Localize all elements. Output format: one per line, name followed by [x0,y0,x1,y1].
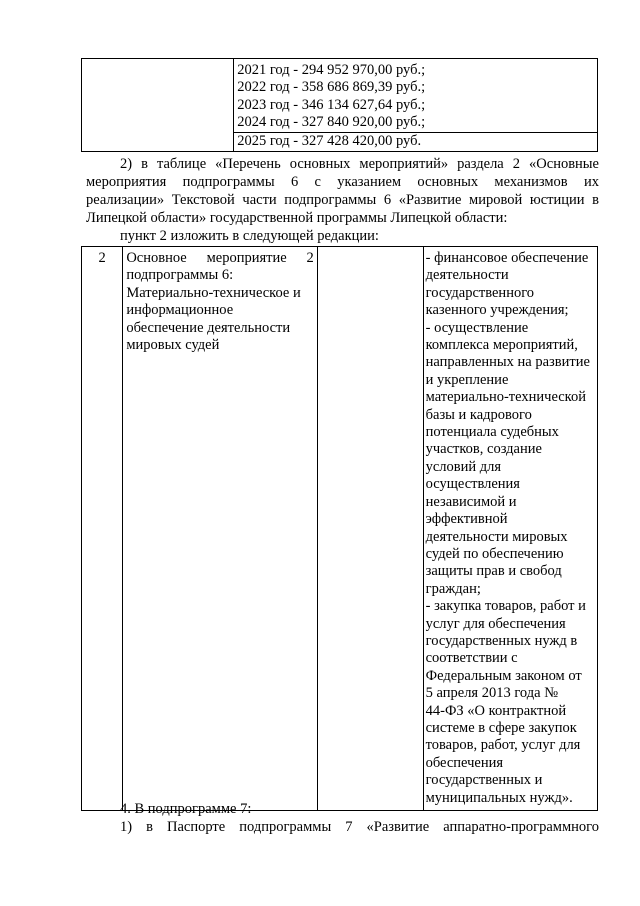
description-line: граждан; [425,580,481,597]
description-line: условий для [425,458,502,475]
description-line: муниципальных нужд». [425,789,573,806]
table-row [82,59,598,152]
description-line: государственного [425,284,535,301]
description-line: защиты прав и свобод [425,563,562,580]
paragraph-subline: пункт 2 изложить в следующей редакции: [120,228,379,244]
description-line: комплекса мероприятий, [425,337,578,354]
empty-cell [82,59,234,152]
description-line: обеспечения [425,754,504,771]
description-line: казенного учреждения; [425,302,569,319]
description-line: 5 апреля 2013 года № [425,685,559,702]
description-line: системе в сфере закупок [425,719,577,736]
description-line: эффективной [425,511,508,528]
measure-name-line: Материально-техническое и [126,284,301,301]
description-line: товаров, работ, услуг для [425,737,581,754]
description-line: независимой и [425,493,517,510]
funding-line: 2025 год - 327 428 420,00 руб. [234,132,597,150]
empty-cell [317,247,423,811]
funding-line: 2022 год - 358 686 869,39 руб.; [237,79,426,96]
measure-name-first-line [126,250,314,267]
measure-name-word: 2 [306,250,314,266]
funding-line: 2021 год - 294 952 970,00 руб.; [237,62,426,78]
funding-table [81,58,598,152]
description-line: деятельности [425,267,509,284]
description-line: участков, создание [425,441,542,458]
paragraph-line: 2) в таблице «Перечень основных мероприятий» раздела 2 «Основные [120,156,599,172]
description-line: государственных и [425,772,543,789]
section-4 [86,800,599,836]
description-line: 44-ФЗ «О контрактной [425,702,567,719]
funding-line: 2023 год - 346 134 627,64 руб.; [237,96,426,113]
table-row [82,247,598,811]
description-line: судей по обеспечению [425,545,564,562]
description-line: - осуществление [425,319,529,336]
measure-name-cell [123,247,318,811]
measures-table [81,246,598,811]
description-line: соответствии с [425,650,518,667]
measure-name-word: Основное [126,250,187,266]
measure-name-line: информационное [126,302,234,319]
description-line: и укрепление [425,371,509,388]
description-line: Федеральным законом от [425,667,582,684]
paragraph-amendment-2 [86,155,599,245]
measure-name-line: мировых судей [126,337,220,354]
description-line: осуществления [425,476,520,493]
description-line: направленных на развитие [425,354,590,371]
description-line: услуг для обеспечения [425,615,566,632]
paragraph-line: Липецкой области» государственной программы Липецкой области: [86,210,508,226]
paragraph-line: мероприятия подпрограммы 6 с указанием основных механизмов их [86,174,599,190]
measure-name-line: подпрограммы 6: [126,267,234,284]
description-line: деятельности мировых [425,528,568,545]
measure-description-cell [423,247,597,811]
funding-line: 2024 год - 327 840 920,00 руб.; [237,114,426,131]
description-line: государственных нужд в [425,632,578,649]
paragraph-line: реализации» Текстовой части подпрограммы 6 «Развитие мировой юстиции в [86,192,599,208]
funding-amounts-cell [234,59,598,152]
description-line: материально-технической [425,389,586,406]
measure-name-line: обеспечение деятельности [126,319,291,336]
row-number-cell: 2 [82,247,123,811]
measure-name-word: мероприятие [206,250,287,266]
section-line: 1) в Паспорте подпрограммы 7 «Развитие аппаратно-программного [120,819,599,835]
description-line: потенциала судебных [425,424,559,441]
description-line: базы и кадрового [425,406,532,423]
description-line: - финансовое обеспечение [425,250,589,266]
section-heading: 4. В подпрограмме 7: [120,801,252,817]
description-line: - закупка товаров, работ и [425,598,586,615]
